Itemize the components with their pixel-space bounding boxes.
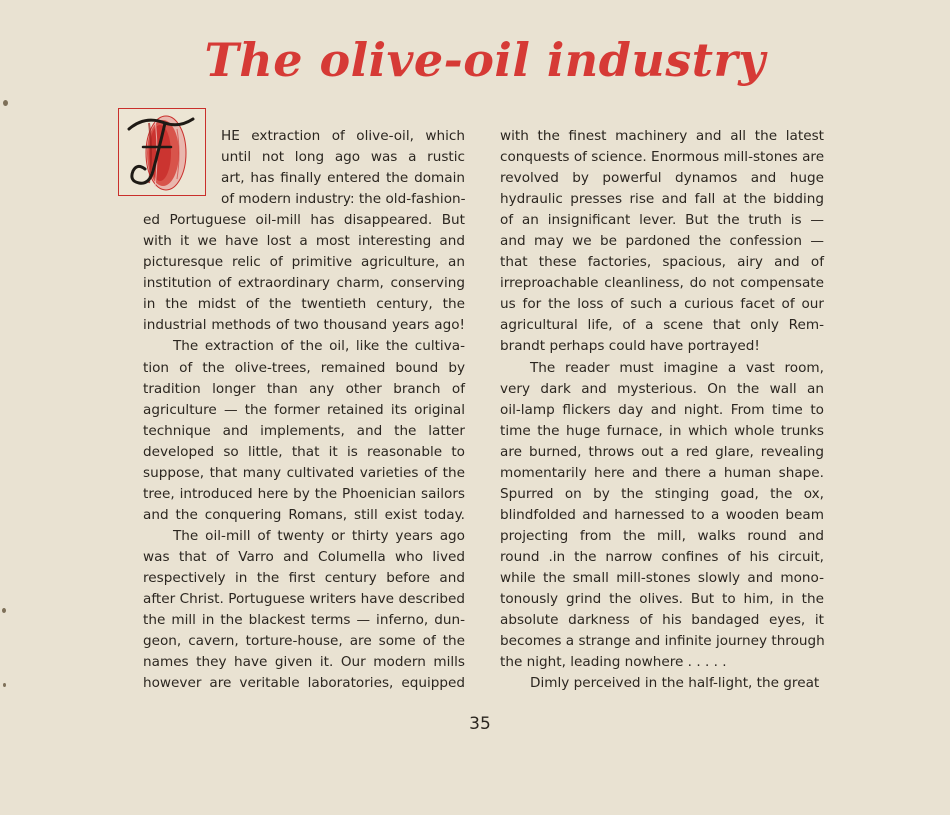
text-line: picturesque relic of primitive agriculture, an [143,254,465,271]
text-line: tradition longer than any other branch of [143,380,465,397]
page-number: 35 [469,714,491,734]
text-line: of modern industry: the old-fashion- [221,191,466,208]
text-line: oil-lamp flickers day and night. From time to [500,401,824,418]
text-line: was that of Varro and Columella who lived [143,548,465,565]
text-line: of an insignificant lever. But the truth is — [500,212,824,229]
text-column-right [500,126,824,694]
text-column-left [143,126,465,694]
text-line: until not long ago was a rustic [221,149,465,166]
text-line: with it we have lost a most interesting and [143,233,465,250]
text-line: however are veritable laboratories, equipped [143,675,465,692]
text-line: conquests of science. Enormous mill-stones are [500,149,825,166]
text-line: and may we be pardoned the confession — [500,233,824,250]
text-line: agriculture — the former retained its original [143,401,465,418]
page-title: The olive-oil industry [204,33,766,87]
text-line: very dark and mysterious. On the wall an [500,380,824,397]
text-line: us for the loss of such a curious facet of our [500,296,824,313]
text-line: technique and implements, and the latter [143,422,465,439]
text-line: tree, introduced here by the Phoenician sailors [143,485,465,502]
text-line: irreproachable cleanliness, do not compensate [500,275,824,292]
text-line: respectively in the first century before and [143,569,465,586]
text-line: and the conquering Romans, still exist today. [143,506,465,523]
text-line: after Christ. Portuguese writers have described [143,591,465,608]
text-line: The oil-mill of twenty or thirty years ago [173,527,465,544]
text-line: in the midst of the twentieth century, the [143,296,465,313]
text-line: Dimly perceived in the half-light, the great [530,675,820,692]
text-line: hydraulic presses rise and fall at the bidding [500,191,824,208]
text-line: geon, cavern, torture-house, are some of the [143,633,465,650]
text-line: The reader must imagine a vast room, [530,359,824,376]
text-line: absolute darkness of his bandaged eyes, it [500,612,824,629]
text-line: revolved by powerful dynamos and huge [500,170,824,187]
text-line: becomes a strange and infinite journey through [500,633,825,650]
text-line: momentarily here and there a human shape. [500,464,824,481]
text-line: time the huge furnace, in which whole trunks [500,422,824,439]
text-line: developed so little, that it is reasonable to [143,443,465,460]
text-line: tion of the olive-trees, remained bound by [143,359,465,376]
text-line: institution of extraordinary charm, conserving [143,275,465,292]
text-line: ed Portuguese oil-mill has disappeared. But [143,212,465,229]
paper-speck [3,100,8,106]
text-line: The extraction of the oil, like the cultiva- [173,338,465,355]
text-line: HE extraction of olive-oil, which [221,128,465,144]
text-line: projecting from the mill, walks round and [500,527,824,544]
text-line: that these factories, spacious, airy and of [500,254,824,271]
text-line: blindfolded and harnessed to a wooden beam [500,506,824,523]
text-line: suppose, that many cultivated varieties of the [143,464,465,481]
text-line: the mill in the blackest terms — inferno, dun- [143,612,465,629]
text-line: are burned, throws out a red glare, revealing [500,443,824,460]
text-line: art, has finally entered the domain [221,170,465,187]
text-line: brandt perhaps could have portrayed! [500,338,760,355]
text-line: round .in the narrow confines of his circuit, [500,548,824,565]
text-line: while the small mill-stones slowly and mono- [500,569,824,586]
text-line: tonously grind the olives. But to him, in the [500,591,824,608]
text-line: the night, leading nowhere . . . . . [500,654,727,671]
paper-speck [3,683,6,687]
text-line: Spurred on by the stinging goad, the ox, [500,485,824,502]
text-line: names they have given it. Our modern mills [143,654,465,671]
text-line: industrial methods of two thousand years ago! [143,317,465,334]
text-line: with the finest machinery and all the latest [500,128,824,144]
paper-speck [2,608,6,613]
text-line: agricultural life, of a scene that only Rem- [500,317,824,334]
